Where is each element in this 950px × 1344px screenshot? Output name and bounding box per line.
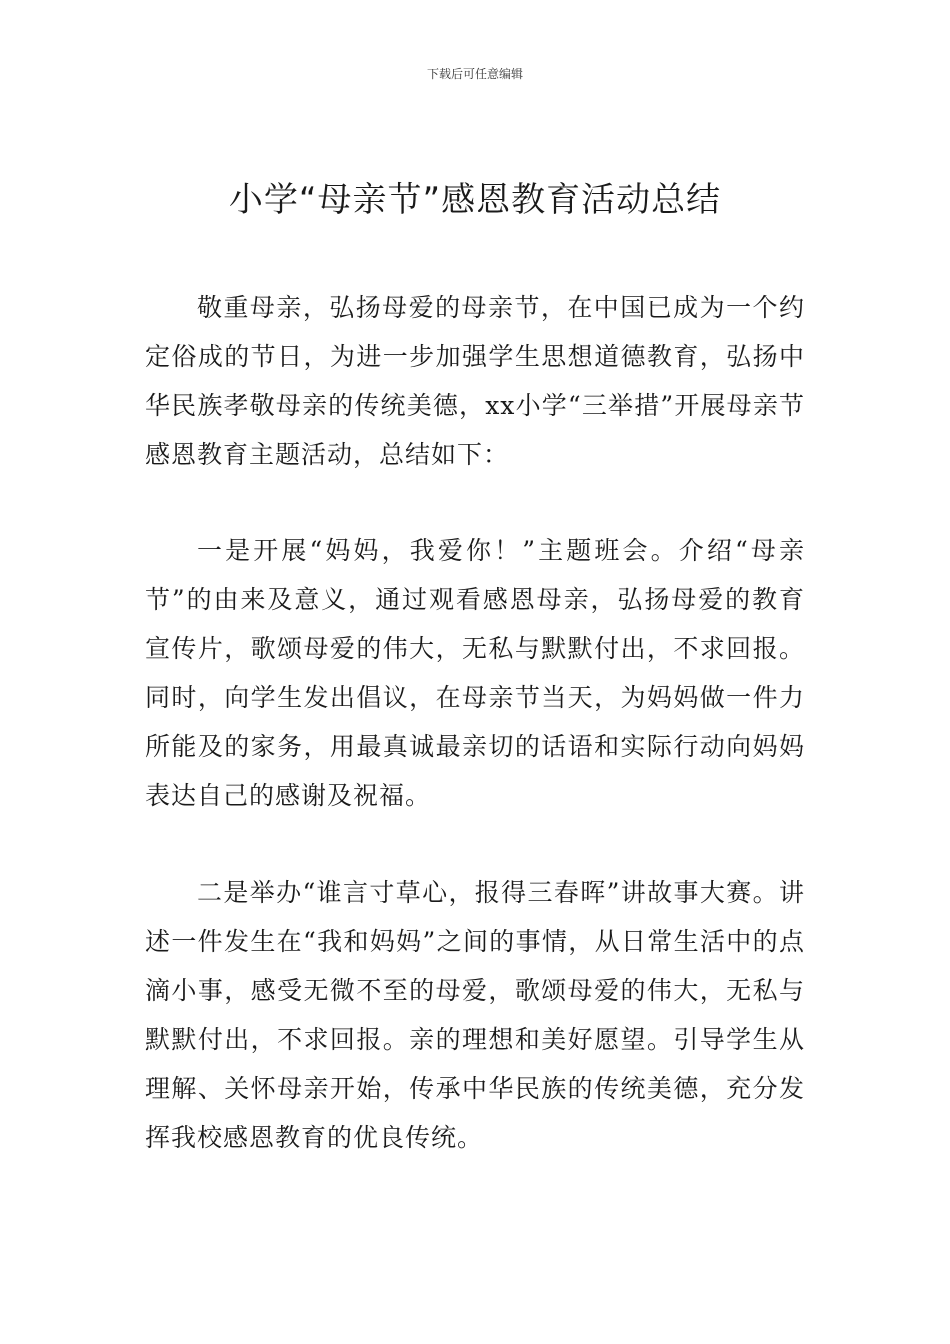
paragraph-intro: 敬重母亲，弘扬母爱的母亲节，在中国已成为一个约定俗成的节日，为进一步加强学生思想道德教育，弘扬中华民族孝敬母亲的传统美德，xx小学“三举措”开展母亲节感恩教育主题活动，总结如下： [145, 293, 805, 469]
paragraph-storytelling-contest: 二是举办“谁言寸草心，报得三春晖”讲故事大赛。讲述一件发生在“我和妈妈”之间的事情，从日常生活中的点滴小事，感受无微不至的母爱，歌颂母爱的伟大，无私与默默付出，不求回报。亲的理想和美好愿望。引导学生从理解、关怀母亲开始，传承中华民族的传统美德，充分发挥我校感恩教育的优良传统。 [145, 878, 805, 1152]
paragraph-class-meeting: 一是开展“妈妈，我爱你！”主题班会。介绍“母亲节”的由来及意义，通过观看感恩母亲，弘扬母爱的教育宣传片，歌颂母爱的伟大，无私与默默付出，不求回报。同时，向学生发出倡议，在母亲节当天，为妈妈做一件力所能及的家务，用最真诚最亲切的话语和实际行动向妈妈表达自己的感谢及祝福。 [145, 536, 805, 810]
header-note: 下载后可任意编辑 [426, 67, 523, 81]
document-title: 小学“母亲节”感恩教育活动总结 [228, 180, 722, 220]
